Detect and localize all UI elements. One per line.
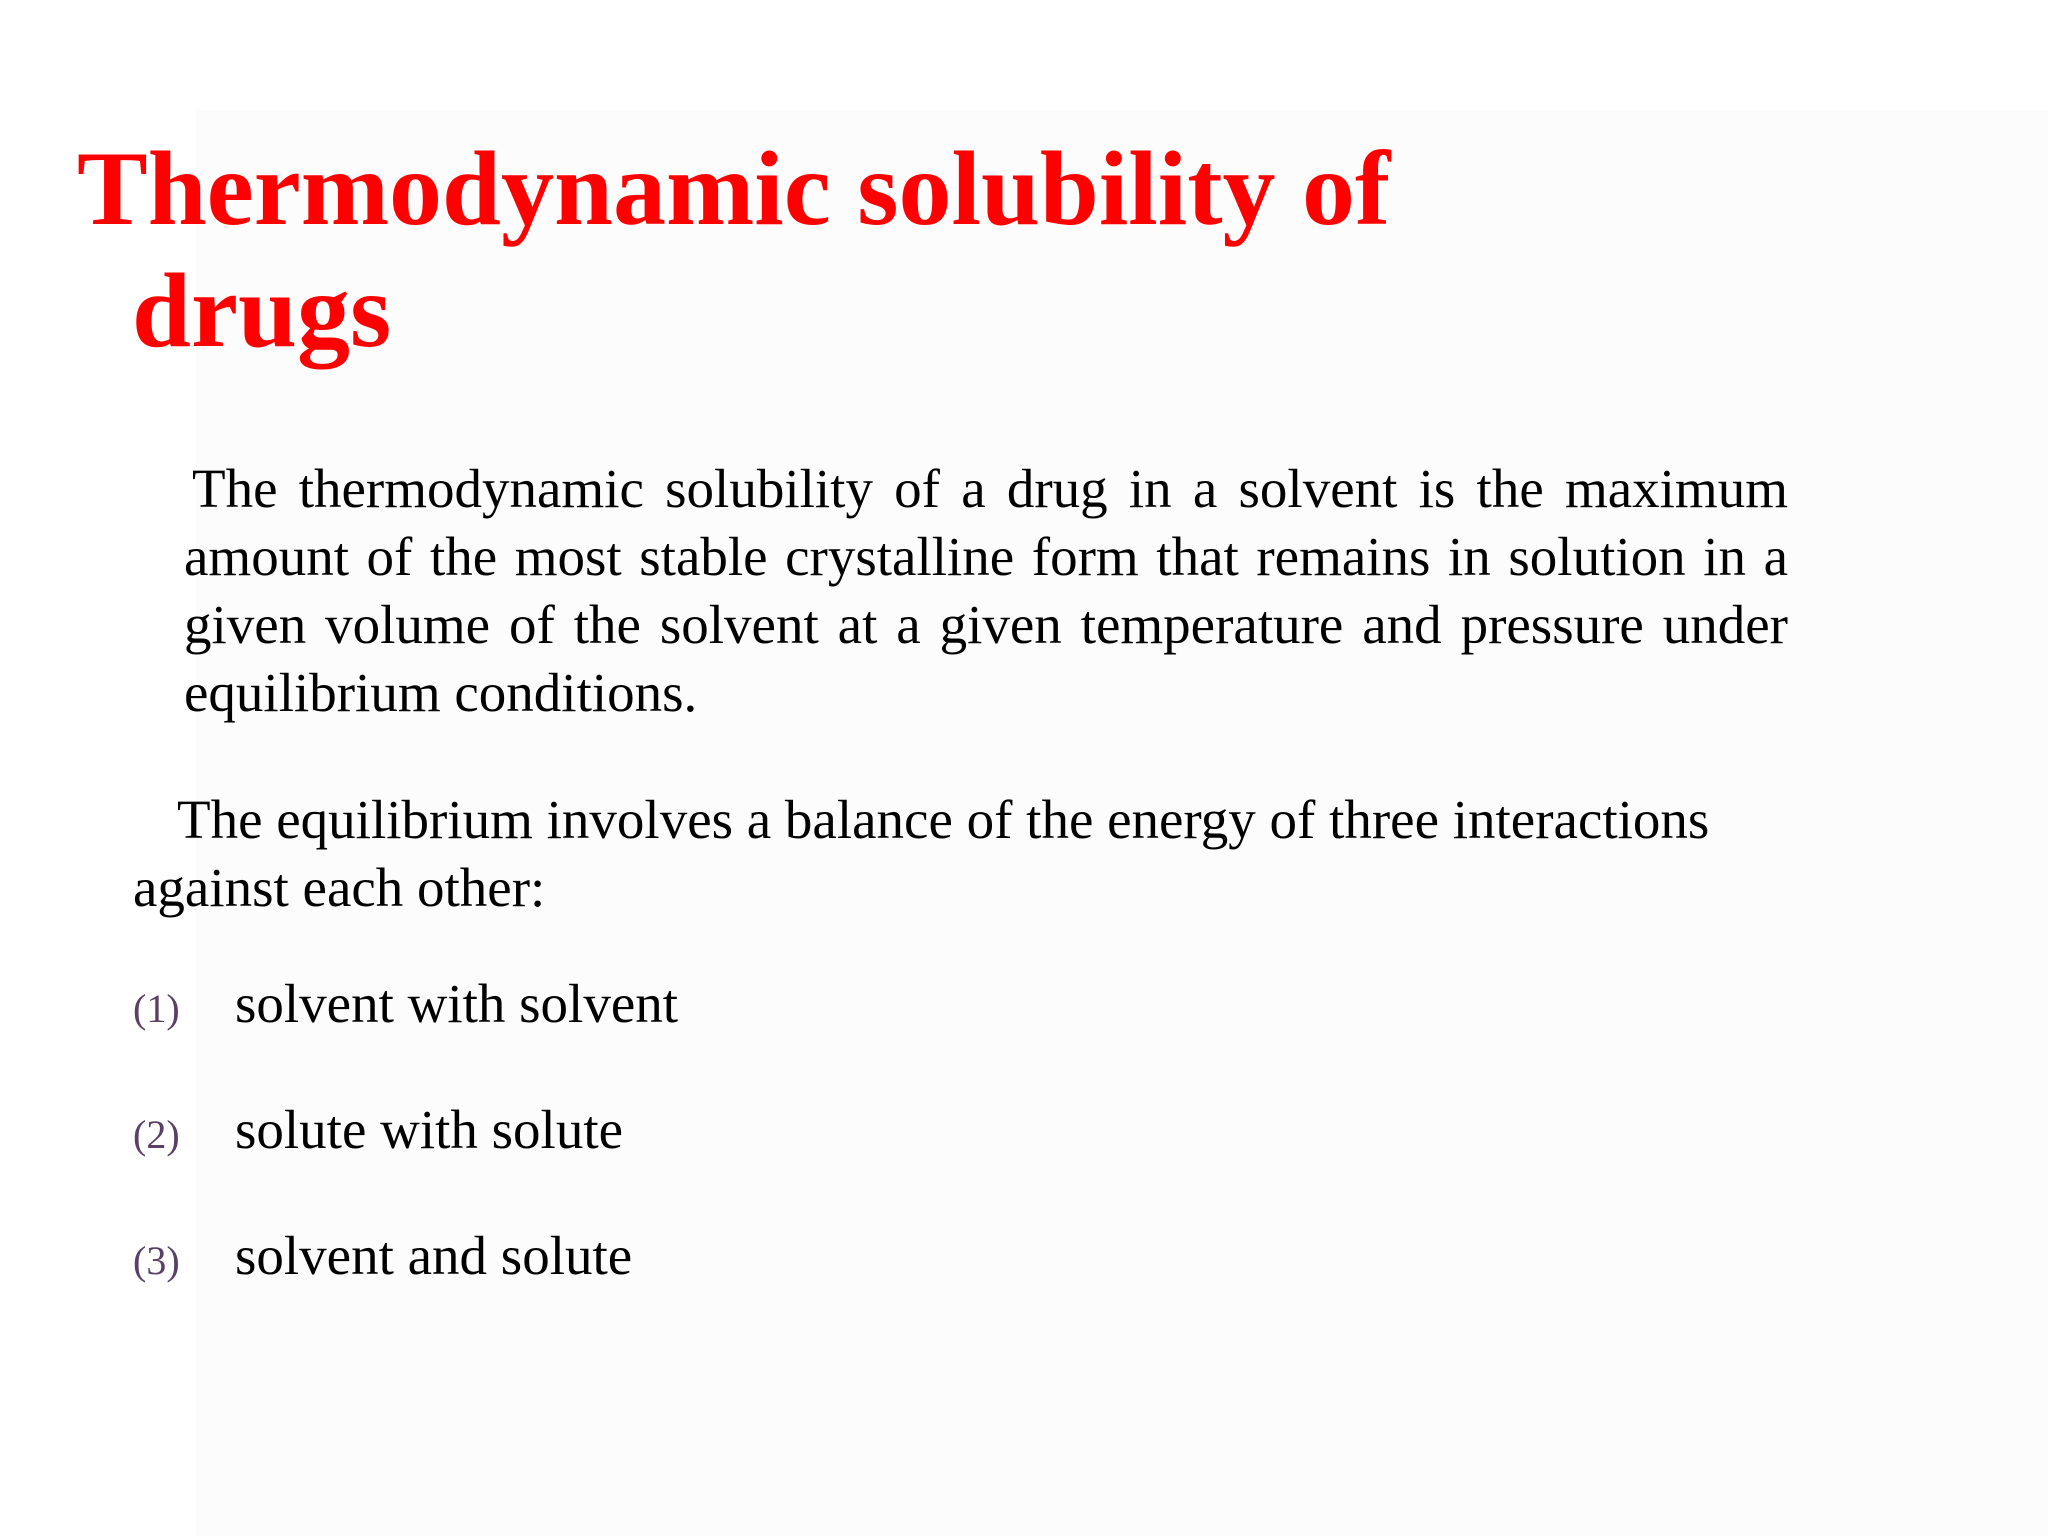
definition-paragraph: The thermodynamic solubility of a drug in a solvent is the maximum amount of the most stable crystalline form that remains in solution in a given volume of the solvent at a given temperature and pressure under equilibrium conditions.: [184, 458, 1788, 723]
title-line-2: drugs: [132, 252, 392, 369]
list-item: [133, 1224, 678, 1350]
list-item-text: solvent with solvent: [235, 973, 679, 1034]
equilibrium-paragraph: The equilibrium involves a balance of the energy of three interactions against each other:: [133, 789, 1710, 918]
title-line-1: Thermodynamic solubility of: [77, 130, 1391, 247]
list-item: [133, 972, 678, 1098]
list-item-text: solvent and solute: [235, 1225, 633, 1286]
slide-title: [77, 128, 1577, 372]
list-item-number: (3): [133, 1238, 180, 1283]
list-item-number: (1): [133, 986, 180, 1031]
list-item: [133, 1098, 678, 1224]
list-item-text: solute with solute: [235, 1099, 624, 1160]
interaction-list: [133, 972, 678, 1350]
list-item-number: (2): [133, 1112, 180, 1157]
